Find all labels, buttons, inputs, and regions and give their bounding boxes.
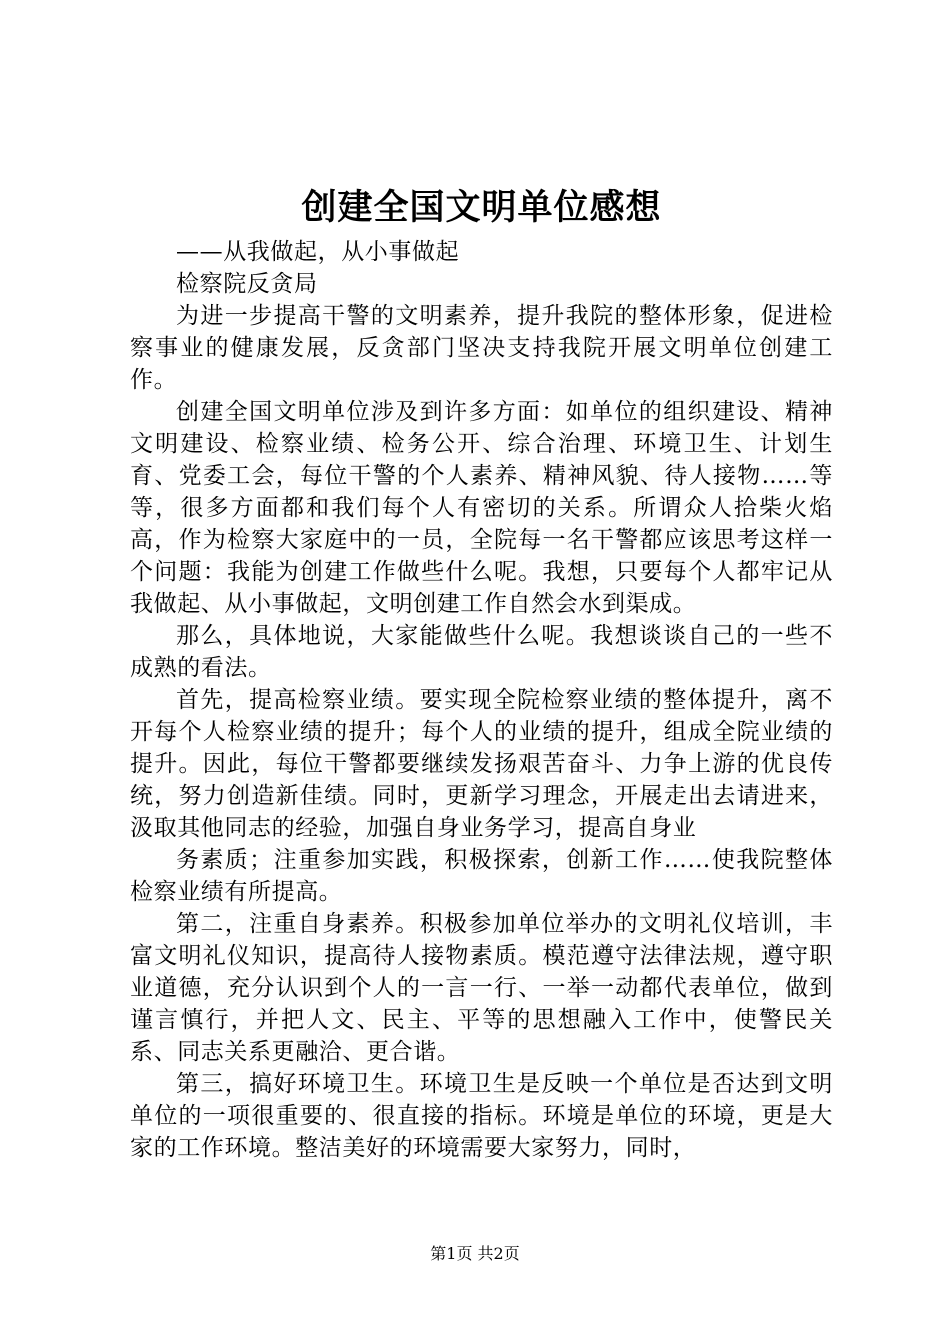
document-body bbox=[130, 236, 833, 1164]
body-paragraph: 第二，注重自身素养。积极参加单位举办的文明礼仪培训，丰富文明礼仪知识，提高待人接物素质。模范遵守法律法规，遵守职业道德，充分认识到个人的一言一行、一举一动都代表单位，做到谨言慎行，并把人文、民主、平等的思想融入工作中，使警民关系、同志关系更融洽、更合谐。 bbox=[130, 911, 833, 1065]
document-subtitle: ——从我做起，从小事做起 bbox=[176, 239, 460, 265]
body-paragraph: 务素质；注重参加实践，积极探索，创新工作……使我院整体检察业绩有所提高。 bbox=[130, 847, 833, 905]
document-page bbox=[130, 0, 833, 1344]
body-paragraph: 那么，具体地说，大家能做些什么呢。我想谈谈自己的一些不成熟的看法。 bbox=[130, 623, 833, 681]
document-author: 检察院反贪局 bbox=[176, 271, 318, 297]
body-paragraph: 创建全国文明单位涉及到许多方面：如单位的组织建设、精神文明建设、检察业绩、检务公开、综合治理、环境卫生、计划生育、党委工会，每位干警的个人素养、精神风貌、待人接物……等等，很多方面都和我们每个人有密切的关系。所谓众人拾柴火焰高，作为检察大家庭中的一员，全院每一名干警都应该思考这样一个问题：我能为创建工作做些什么呢。我想，只要每个人都牢记从我做起、从小事做起，文明创建工作自然会水到渠成。 bbox=[130, 399, 833, 617]
body-paragraph: 第三，搞好环境卫生。环境卫生是反映一个单位是否达到文明单位的一项很重要的、很直接的指标。环境是单位的环境，更是大家的工作环境。整洁美好的环境需要大家努力，同时， bbox=[130, 1071, 833, 1161]
body-paragraph: 为进一步提高干警的文明素养，提升我院的整体形象，促进检察事业的健康发展，反贪部门坚决支持我院开展文明单位创建工作。 bbox=[130, 303, 833, 393]
document-title: 创建全国文明单位感想 bbox=[301, 187, 662, 228]
page-footer: 第1页 共2页 bbox=[430, 1244, 520, 1263]
body-paragraph: 首先，提高检察业绩。要实现全院检察业绩的整体提升，离不开每个人检察业绩的提升；每个人的业绩的提升，组成全院业绩的提升。因此，每位干警都要继续发扬艰苦奋斗、力争上游的优良传统，努力创造新佳绩。同时，更新学习理念，开展走出去请进来，汲取其他同志的经验，加强自身业务学习，提高自身业 bbox=[130, 687, 833, 841]
